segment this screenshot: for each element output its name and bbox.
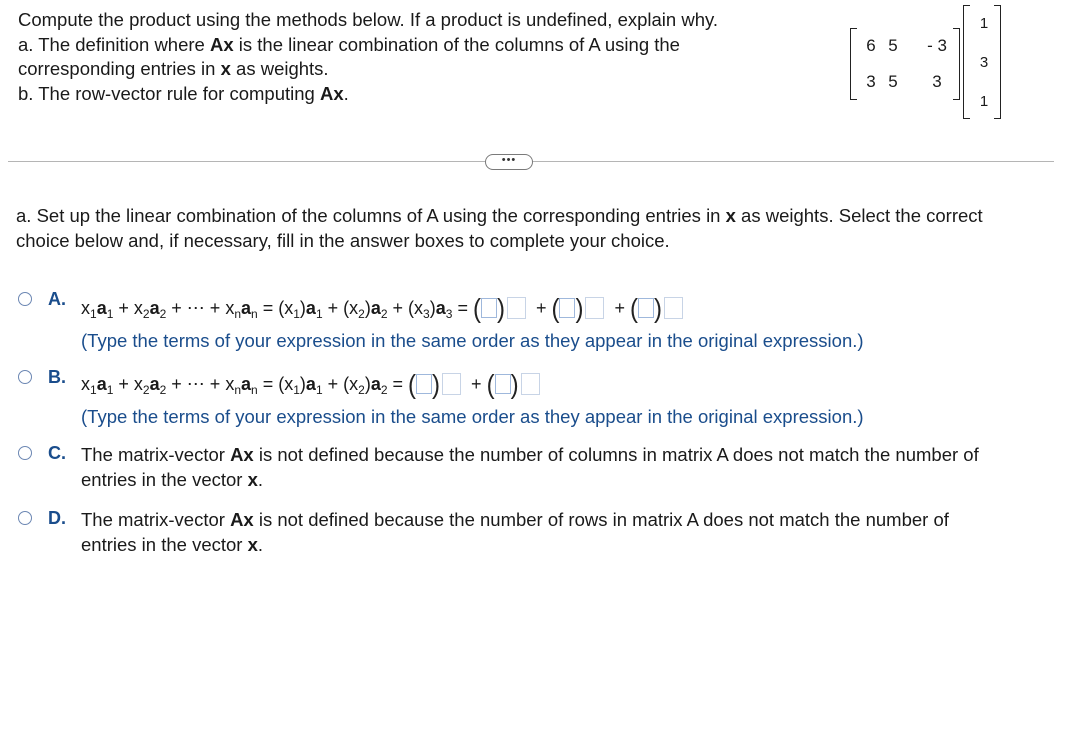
matrix-a-right-bracket bbox=[953, 28, 960, 100]
option-b-radio[interactable] bbox=[18, 370, 32, 384]
matrix-a-entry: - 3 bbox=[927, 36, 947, 55]
option-d[interactable] bbox=[18, 508, 1048, 558]
option-b-scalar-1-input[interactable] bbox=[416, 374, 432, 394]
expand-more-button[interactable]: ••• bbox=[485, 154, 533, 170]
option-b-scalar-2-input[interactable] bbox=[495, 374, 511, 394]
option-a-scalar-3-input[interactable] bbox=[638, 298, 654, 318]
problem-statement bbox=[18, 8, 718, 106]
vector-x bbox=[963, 5, 1001, 119]
part-a-line-2: choice below and, if necessary, fill in the answer boxes to complete your choice. bbox=[16, 229, 670, 251]
option-a-vector-1-input[interactable] bbox=[507, 297, 526, 319]
option-c-line-1: The matrix-vector Ax is not defined because the number of columns in matrix A does not match the number of bbox=[81, 444, 979, 465]
option-b-note: (Type the terms of your expression in the same order as they appear in the original expression.) bbox=[81, 405, 864, 427]
option-d-radio[interactable] bbox=[18, 511, 32, 525]
part-a-instructions bbox=[16, 204, 983, 253]
option-b-letter: B. bbox=[48, 367, 66, 387]
option-c-letter: C. bbox=[48, 443, 66, 463]
matrix-a-entry: 6 bbox=[866, 36, 876, 55]
option-c[interactable] bbox=[18, 443, 1048, 493]
part-a-line-1: a. Set up the linear combination of the columns of A using the corresponding entries in x as weights. Select the correct bbox=[16, 205, 983, 226]
option-b-expression: $x_1a_1 + x_2a_2$ + ⋯ + $x_na_n = (x_1)a_1 + (x_2)a_2$ = ( ) + ( ) bbox=[81, 372, 864, 403]
option-b-vector-2-input[interactable] bbox=[521, 373, 540, 395]
prompt-line-1: Compute the product using the methods below. If a product is undefined, explain why. bbox=[18, 9, 719, 30]
option-a-scalar-1-input[interactable] bbox=[481, 298, 497, 318]
option-c-line-2: entries in the vector x. bbox=[81, 468, 264, 490]
prompt-line-3: corresponding entries in x as weights. bbox=[18, 58, 329, 79]
option-a[interactable] bbox=[18, 289, 1018, 349]
matrix-a-entry: 3 bbox=[866, 72, 876, 91]
option-c-radio[interactable] bbox=[18, 446, 32, 460]
option-a-radio[interactable] bbox=[18, 292, 32, 306]
option-d-line-1: The matrix-vector Ax is not defined because the number of rows in matrix A does not match the number of bbox=[81, 509, 949, 530]
option-a-letter: A. bbox=[48, 289, 66, 309]
option-d-line-2: entries in the vector x. bbox=[81, 533, 264, 555]
option-a-vector-3-input[interactable] bbox=[664, 297, 683, 319]
matrix-a bbox=[850, 28, 960, 100]
matrix-a-entry: 3 bbox=[932, 72, 942, 91]
vector-x-entry: 3 bbox=[979, 54, 989, 71]
vector-x-right-bracket bbox=[994, 5, 1001, 119]
matrix-a-left-bracket bbox=[850, 28, 857, 100]
vector-x-entry: 1 bbox=[979, 15, 989, 32]
option-a-scalar-2-input[interactable] bbox=[559, 298, 575, 318]
vector-x-entry: 1 bbox=[979, 93, 989, 110]
prompt-line-4: b. The row-vector rule for computing Ax. bbox=[18, 82, 349, 104]
option-d-letter: D. bbox=[48, 508, 66, 528]
prompt-line-2: a. The definition where Ax is the linear combination of the columns of A using the bbox=[18, 33, 680, 55]
matrix-a-entry: 5 bbox=[888, 72, 898, 91]
option-b-vector-1-input[interactable] bbox=[442, 373, 461, 395]
option-a-note: (Type the terms of your expression in the same order as they appear in the original expression.) bbox=[81, 329, 864, 351]
vector-x-left-bracket bbox=[963, 5, 970, 119]
option-a-expression: $x_1a_1 + x_2a_2$ + ⋯ + $x_na_n = (x_1)a_1 + (x_2)a_2 + (x_3)a_3$ = ( ) + ( ) + ( ) bbox=[81, 296, 864, 327]
option-b[interactable] bbox=[18, 367, 1018, 427]
matrix-a-entry: 5 bbox=[888, 36, 898, 55]
option-a-vector-2-input[interactable] bbox=[585, 297, 604, 319]
